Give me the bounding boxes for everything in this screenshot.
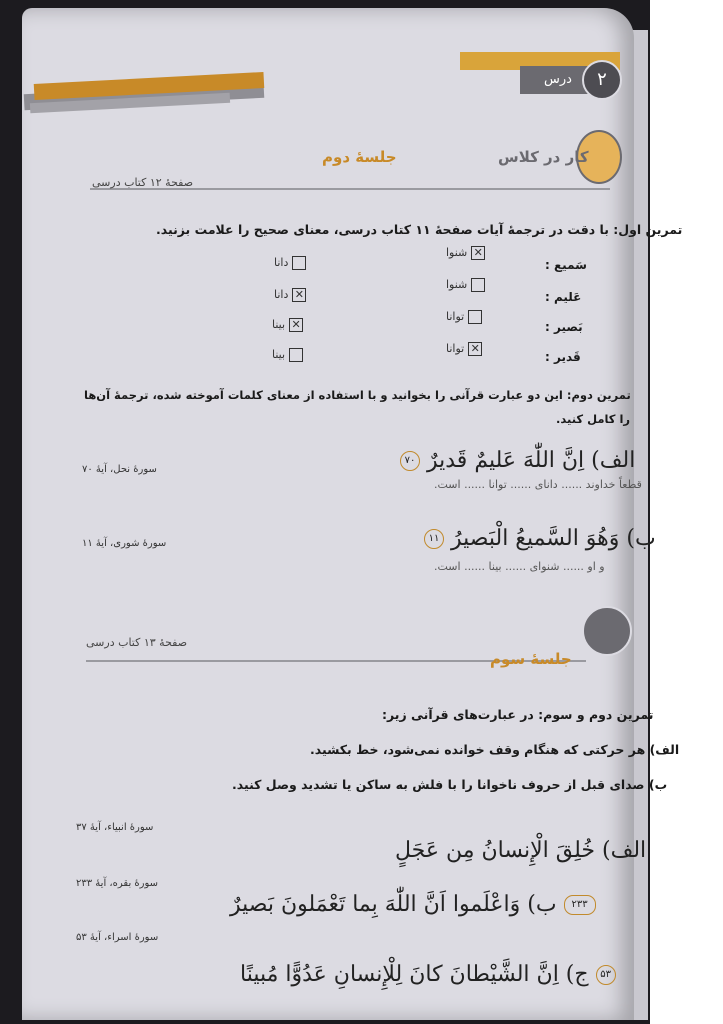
verse-text: ب) وَاعْلَموا اَنَّ اللّٰهَ بِما تَعْمَلونَ بَصیرٌ [230,892,557,917]
quran-book-icon [582,606,632,656]
exercise3-item-2: ب) صدای قبل از حروف ناخوانا را با فلش به ساکن یا تشدید وصل کنید. [232,777,668,792]
opt-label: دانا [274,288,289,301]
opt-label: دانا [274,256,289,269]
section1-title: کار در کلاس [498,148,589,166]
ex1-row3-opt1[interactable] [446,310,482,324]
checkbox-1-2[interactable] [292,256,306,270]
ex1-row1-opt1[interactable] [446,246,485,260]
checkbox-4-1[interactable]: ✕ [468,342,482,356]
exercise1-instruction: تمرین اول: با دقت در ترجمهٔ آیات صفحهٔ ۱۱ کتاب درسی، معنای صحیح را علامت بزنید. [156,222,683,237]
ex1-word-1: سَمیع : [545,258,587,272]
ex3-verse-1: الف) خُلِقَ الْإِنسانُ مِن عَجَلٍ [395,838,647,863]
ex1-row4-opt1[interactable] [446,342,482,356]
ex3-verse-2-ref: سورهٔ بقره، آیهٔ ۲۳۳ [76,878,159,889]
opt-label: توانا [446,310,465,323]
ex1-row1-opt2[interactable] [274,256,306,270]
ayah-number-mark: ۵۳ [596,965,616,985]
ex1-word-2: عَلیم : [545,290,582,304]
ex3-verse-2 [230,892,596,917]
verse-text: ج) اِنَّ الشَّيْطانَ كانَ لِلْإِنسانِ عَدُوًّا مُبينًا [240,962,589,987]
opt-label: بینا [272,318,286,331]
verse-text: الف) اِنَّ اللّٰهَ عَلیمٌ قَدیرٌ [427,448,636,473]
section2-page-ref: صفحهٔ ۱۳ کتاب درسی [86,636,188,649]
checkbox-4-2[interactable] [289,348,303,362]
opt-label: شنوا [446,246,468,259]
opt-label: توانا [446,342,465,355]
lesson-label: درس [544,72,572,87]
ex3-verse-1-ref: سورهٔ انبیاء، آیهٔ ۳۷ [76,822,154,833]
exercise3-instruction: تمرین دوم و سوم: در عبارت‌های قرآنی زیر: [382,707,654,722]
checkbox-2-2[interactable]: ✕ [292,288,306,302]
verse-text: ب) وَهُوَ السَّمیعُ الْبَصیرُ [451,526,656,551]
exercise3-item-1: الف) هر حرکتی که هنگام وقف خوانده نمی‌شود، خط بکشید. [310,742,680,757]
section1-page-ref: صفحهٔ ۱۲ کتاب درسی [92,176,194,189]
ayah-number-mark: ۱۱ [424,529,444,549]
ayah-number-mark: ۷۰ [400,451,420,471]
opt-label: شنوا [446,278,468,291]
ex2-verse-b-ref: سورهٔ شوری، آیهٔ ۱۱ [82,538,167,549]
ex1-word-3: بَصیر : [545,320,583,334]
lesson-number: ۲ [582,60,622,100]
checkbox-2-1[interactable] [471,278,485,292]
opt-label: بینا [272,348,286,361]
exercise2-instruction-1: تمرین دوم: این دو عبارت قرآنی را بخوانید و با استفاده از معنای کلمات آموخته شده، ترجمهٔ آن‌ها [84,388,631,402]
ex3-verse-3 [240,962,616,987]
ex2-verse-a [400,448,635,473]
section1-session: جلسهٔ دوم [322,148,397,166]
ex1-row3-opt2[interactable] [272,318,303,332]
ex3-verse-3-ref: سورهٔ اسراء، آیهٔ ۵۳ [76,932,159,943]
section2-session: جلسهٔ سوم [490,650,572,668]
ex2-verse-b [424,526,656,551]
ex1-row2-opt2[interactable] [274,288,306,302]
checkbox-1-1[interactable]: ✕ [471,246,485,260]
ex2-verse-a-ref: سورهٔ نحل، آیهٔ ۷۰ [82,464,157,475]
checkbox-3-2[interactable]: ✕ [289,318,303,332]
ex1-row2-opt1[interactable] [446,278,485,292]
exercise2-instruction-2: را کامل کنید. [556,412,631,426]
ex1-row4-opt2[interactable] [272,348,303,362]
ayah-number-mark: ۲۳۳ [564,895,596,915]
ex1-word-4: قَدیر : [545,350,581,364]
ex2-verse-a-translation[interactable]: قطعاً خداوند ...... دانای ...... توانا ...... است. [434,478,642,491]
checkbox-3-1[interactable] [468,310,482,324]
ex2-verse-b-translation[interactable]: و او ...... شنوای ...... بینا ...... است. [434,560,605,573]
